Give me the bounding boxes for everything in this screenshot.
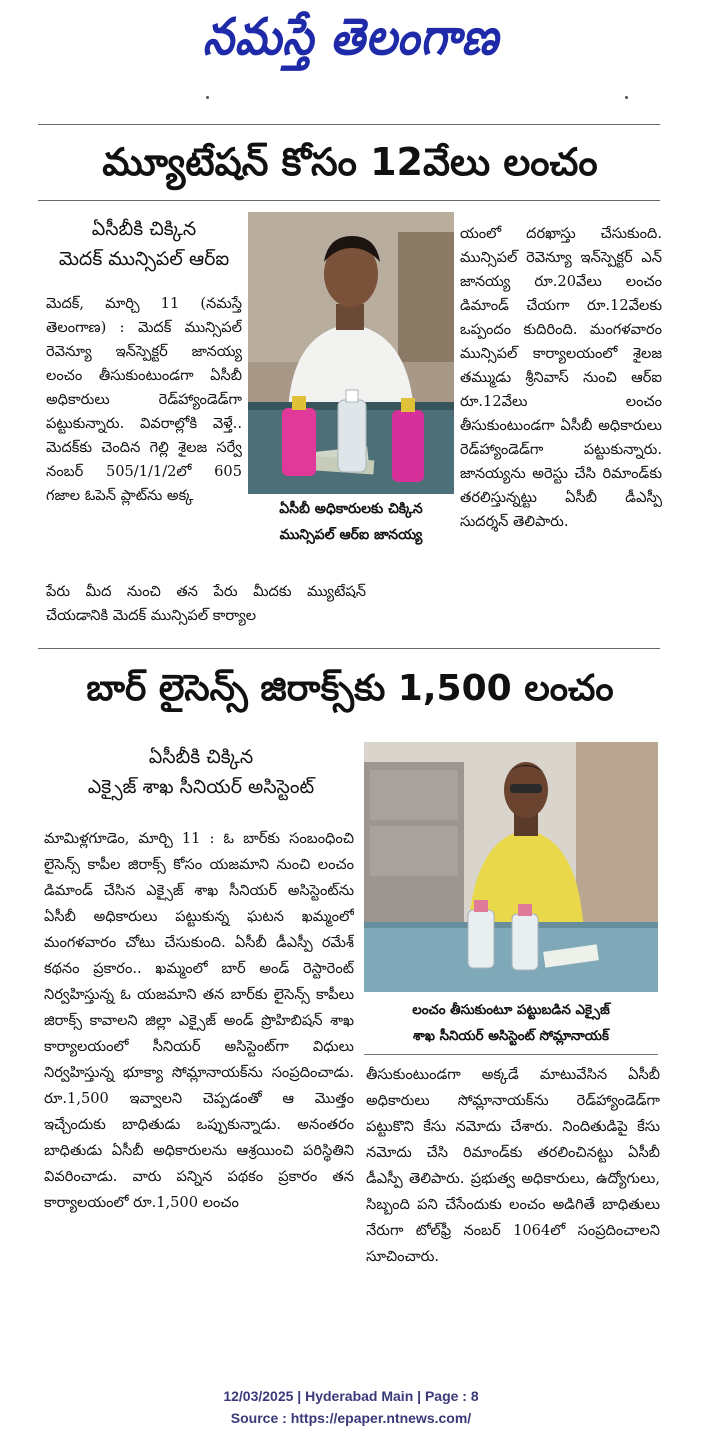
story2-column-2 [366, 1062, 660, 1328]
story2-col2-text: తీసుకుంటుండగా అక్కడే మాటువేసిన ఏసీబీ అధికారులు సోమ్లానాయక్‌ను రెడ్‌హ్యాండెడ్‌గా పట్టుకొని కేసు నమోదు చేశారు. నిందితుడిపై కేసు నమోదు చేసి రిమాండ్‌కు తరలించినట్టు ఏసీబీ డీఎస్పీ తెలిపారు. ప్రభుత్వ అధికారులు, ఉద్యోగులు, సిబ్బంది పని చేసేందుకు లంచం అడిగితే బాధితులు నేరుగా టోల్‌ఫ్రీ నంబర్ 1064లో సంప్రదించాలని సూచించారు. [366, 1066, 660, 1265]
story2-col1-text: మామిళ్లగూడెం, మార్చి 11 : ఓ బార్‌కు సంబంధించి లైసెన్స్ కాపీల జిరాక్స్ కోసం యజమాని నుంచి లంచం డిమాండ్ చేసిన ఎక్సైజ్ శాఖ సీనియర్ అసిస్టెంట్‌ను ఏసీబీ అధికారులు పట్టుకున్న ఘటన ఖమ్మంలో మంగళవారం చోటు చేసుకుంది. ఏసీబీ డీఎస్పీ రమేశ్ కథనం ప్రకారం.. ఖమ్మంలో బార్ అండ్ రెస్టారెంట్ నిర్వహిస్తున్న ఓ యజమాని తన బార్‌కు లైసెన్స్ కాపీలు జిరాక్స్ కావాలని జిల్లా ఎక్సైజ్ అండ్ ప్రొహిబిషన్ శాఖ కార్యాలయంలో సీనియర్ అసిస్టెంట్‌గా విధులు నిర్వహిస్తున్న భూక్యా సోమ్లానాయక్‌ను సంప్రదించాడు. రూ.1,500 ఇవ్వాలని చెప్పడంతో ఆ మొత్తం ఇచ్చేందుకు బాధితుడు ఒప్పుకున్నాడు. అనంతరం బాధితుడు ఏసీబీ అధికారులను ఆశ్రయించి పరిస్థితిని వివరించాడు. వారు పన్నిన పథకం ప్రకారం తన కార్యాలయంలో రూ.1,500 లంచం [44, 830, 354, 1211]
footer-date-edition: 12/03/2025 | Hyderabad Main | Page : 8 [223, 1388, 479, 1404]
footer-source-link[interactable]: Source : https://epaper.ntnews.com/ [230, 1410, 472, 1426]
story2-column-1 [44, 826, 354, 1344]
story2-kicker [46, 742, 356, 802]
section-rule [38, 648, 660, 649]
story2-caption-line1: లంచం తీసుకుంటూ పట్టుబడిన ఎక్సైజ్ [412, 1003, 610, 1018]
story1-kicker [46, 214, 242, 274]
story2-kicker-line2: ఎక్సైజ్ శాఖ సీనియర్ అసిస్టెంట్ [87, 776, 315, 798]
story1-photo-image [248, 212, 454, 494]
story1-photo [248, 212, 454, 494]
story2-photo [364, 742, 658, 992]
story2-caption [364, 998, 658, 1050]
caption-rule [364, 1054, 658, 1055]
story1-kicker-line1: ఏసీబీకి చిక్కిన [91, 218, 197, 240]
story1-col2-text: యంలో దరఖాస్తు చేసుకుంది. మున్సిపల్ రెవెన్యూ ఇన్‌స్పెక్టర్ ఎన్ జానయ్య రూ.20వేలు లంచం డిమాండ్ చేయగా రూ.12వేలకు ఒప్పందం కుదిరింది. మంగళవారం మున్సిపల్ కార్యాలయంలో శైలజ తమ్ముడు శ్రీనివాస్ నుంచి ఆర్ఐ రూ.12వేలు లంచం తీసుకుంటుండగా ఏసీబీ అధికారులు రెడ్‌హ్యాండెడ్‌గా పట్టుకున్నారు. జానయ్యను అరెస్టు చేసి రిమాండ్‌కు తరలిస్తున్నట్టు ఏసీబీ డీఎస్పీ సుదర్శన్ తెలిపారు. [460, 225, 662, 530]
story2-photo-image [364, 742, 658, 992]
masthead-divider-dots [0, 96, 702, 100]
story1-column-1-continued [46, 580, 366, 636]
story2-headline: బార్ లైసెన్స్ జిరాక్స్‌కు 1,500 లంచం [86, 668, 614, 709]
story1-col1-wide-text: పేరు మీద నుంచి తన పేరు మీదకు మ్యుటేషన్ చేయడానికి మెదక్ మున్సిపల్ కార్యాల [46, 583, 366, 624]
masthead-logo: నమస్తే తెలంగాణ [202, 8, 500, 67]
story1-headline: మ్యూటేషన్ కోసం 12వేలు లంచం [102, 140, 598, 184]
story1-caption [248, 496, 454, 548]
story1-kicker-line2: మెదక్ మున్సిపల్ ఆర్ఐ [58, 248, 230, 270]
story1-col1-text: మెదక్, మార్చి 11 (నమస్తే తెలంగాణ) : మెదక్ మున్సిపల్ రెవెన్యూ ఇన్‌స్పెక్టర్ జానయ్య లంచం తీసుకుంటుండగా ఏసీబీ అధికారులు రెడ్‌హ్యాండెడ్‌గా పట్టుకున్నారు. వివరాల్లోకి వెళ్తే.. మెదక్‌కు చెందిన గెల్లి శైలజ సర్వే నంబర్ 505/1/1/2లో 605 గజాల ఓపెన్ ప్లాట్‌ను అక్క [46, 295, 242, 504]
story1-caption-line1: ఏసీబీ అధికారులకు చిక్కిన [279, 501, 423, 517]
story1-column-2 [460, 222, 662, 636]
story2-kicker-line1: ఏసీబీకి చిక్కిన [148, 746, 254, 768]
story2-caption-line2: శాఖ సీనియర్ అసిస్టెంట్ సోమ్లానాయక్ [413, 1029, 609, 1044]
section-rule [38, 200, 660, 201]
section-rule [38, 124, 660, 125]
story1-caption-line2: మున్సిపల్ ఆర్ఐ జానయ్య [279, 527, 423, 543]
story1-column-1 [46, 292, 242, 578]
